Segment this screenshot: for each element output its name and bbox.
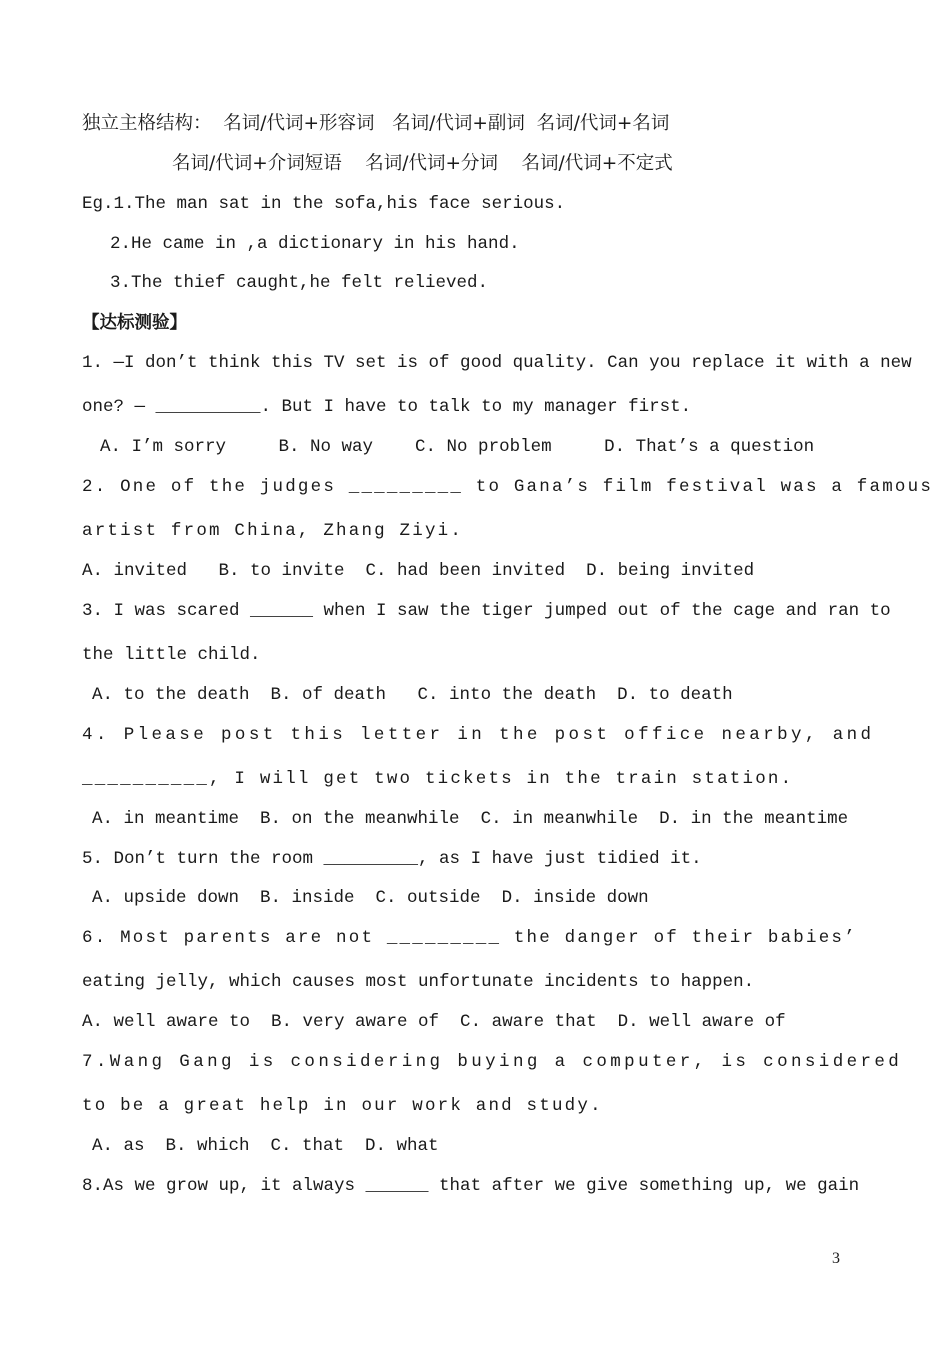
question-6-stem: 6. Most parents are not _________ the danger of their babies’ bbox=[82, 928, 857, 948]
question-4-options: A. in meantime B. on the meanwhile C. in meanwhile D. in the meantime bbox=[92, 809, 849, 829]
question-7-options: A. as B. which C. that D. what bbox=[92, 1136, 439, 1156]
question-6-options: A. well aware to B. very aware of C. aware that D. well aware of bbox=[82, 1012, 786, 1032]
question-5-stem: 5. Don’t turn the room _________, as I have just tidied it. bbox=[82, 849, 702, 869]
question-1-stem: 1. —I don’t think this TV set is of good quality. Can you replace it with a new bbox=[82, 353, 912, 373]
question-8-stem: 8.As we grow up, it always ______ that after we give something up, we gain bbox=[82, 1176, 860, 1196]
example-3: 3.The thief caught,he felt relieved. bbox=[110, 273, 489, 293]
question-3-stem: 3. I was scared ______ when I saw the tiger jumped out of the cage and ran to bbox=[82, 601, 891, 621]
question-7-stem: 7.Wang Gang is considering buying a computer, is considered bbox=[82, 1052, 903, 1072]
structure-line-1: 独立主格结构： 名词/代词+形容词 名词/代词+副词 名词/代词+名词 bbox=[82, 113, 670, 134]
question-4-stem: 4. Please post this letter in the post office nearby, and bbox=[82, 725, 875, 745]
question-1-options: A. I’m sorry B. No way C. No problem D. That’s a question bbox=[100, 437, 815, 457]
question-5-options: A. upside down B. inside C. outside D. inside down bbox=[92, 888, 649, 908]
question-2-stem: 2. One of the judges _________ to Gana’s film festival was a famous bbox=[82, 477, 934, 497]
question-3-stem-cont: the little child. bbox=[82, 645, 261, 665]
example-2: 2.He came in ,a dictionary in his hand. bbox=[110, 234, 520, 254]
structure-line-2: 名词/代词+介词短语 名词/代词+分词 名词/代词+不定式 bbox=[172, 153, 673, 174]
question-2-options: A. invited B. to invite C. had been invited D. being invited bbox=[82, 561, 755, 581]
question-2-stem-cont: artist from China, Zhang Ziyi. bbox=[82, 521, 464, 541]
question-1-stem-cont: one? — __________. But I have to talk to my manager first. bbox=[82, 397, 692, 417]
example-1: Eg.1.The man sat in the sofa,his face serious. bbox=[82, 194, 566, 214]
question-7-stem-cont: to be a great help in our work and study. bbox=[82, 1096, 603, 1116]
question-6-stem-cont: eating jelly, which causes most unfortunate incidents to happen. bbox=[82, 972, 755, 992]
question-4-stem-cont: __________, I will get two tickets in the train station. bbox=[82, 769, 794, 789]
section-title: 【达标测验】 bbox=[82, 313, 187, 333]
question-3-options: A. to the death B. of death C. into the death D. to death bbox=[92, 685, 733, 705]
page-number: 3 bbox=[832, 1250, 840, 1267]
